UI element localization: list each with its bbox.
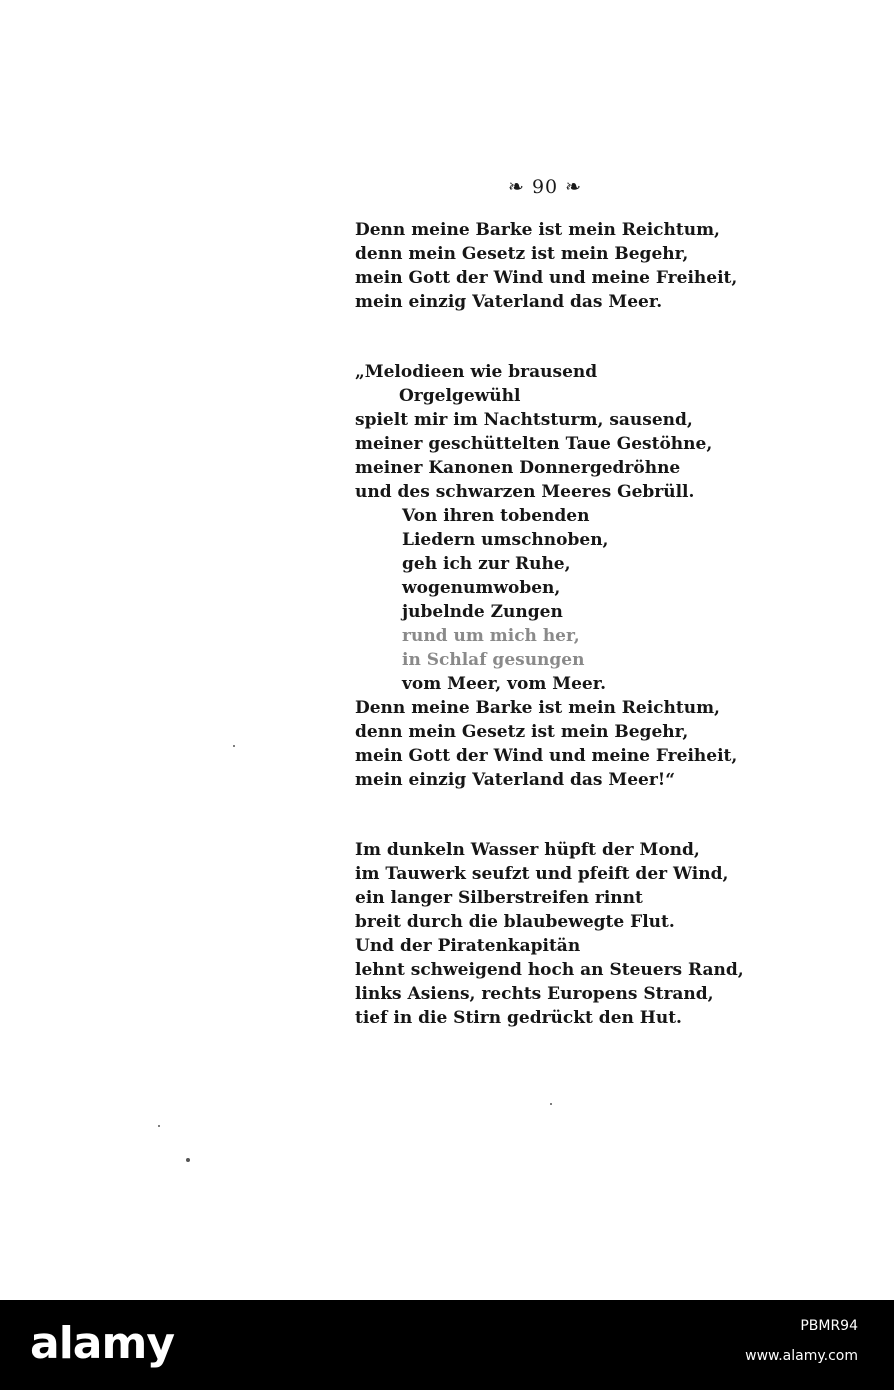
poem-line: Denn meine Barke ist mein Reichtum, [355, 698, 720, 718]
poem-line: geh ich zur Ruhe, [402, 554, 571, 574]
scan-speck [233, 745, 235, 747]
poem-line: wogenumwoben, [402, 578, 561, 598]
stanza-1 [355, 218, 755, 314]
poem-line: Liedern umschnoben, [402, 530, 609, 550]
poem-line: denn mein Gesetz ist mein Begehr, [355, 722, 689, 742]
alamy-logo: alamy [30, 1318, 174, 1369]
poem-line: vom Meer, vom Meer. [402, 674, 607, 694]
poem-line: Von ihren tobenden [402, 506, 590, 526]
poem-line: im Tauwerk seufzt und pfeift der Wind, [355, 864, 729, 884]
poem-line: mein Gott der Wind und meine Freiheit, [355, 268, 738, 288]
poem-line: ein langer Silberstreifen rinnt [355, 888, 643, 908]
poem-line: Denn meine Barke ist mein Reichtum, [355, 220, 720, 240]
site-url[interactable]: www.alamy.com [745, 1348, 858, 1364]
scan-speck [186, 1158, 190, 1162]
poem-line: links Asiens, rechts Europens Strand, [355, 984, 714, 1004]
poem-line: in Schlaf gesungen [402, 650, 585, 670]
scan-speck [550, 1103, 552, 1105]
poem-text [355, 218, 755, 1030]
poem-line: und des schwarzen Meeres Gebrüll. [355, 482, 695, 502]
stanza-2 [355, 360, 755, 792]
poem-line: breit durch die blaubewegte Flut. [355, 912, 675, 932]
poem-line: tief in die Stirn gedrückt den Hut. [355, 1008, 682, 1028]
poem-line: mein einzig Vaterland das Meer!“ [355, 770, 676, 790]
stanza-3 [355, 838, 755, 1030]
poem-line: spielt mir im Nachtsturm, sausend, [355, 410, 693, 430]
poem-line: lehnt schweigend hoch an Steuers Rand, [355, 960, 744, 980]
poem-line: Und der Piratenkapitän [355, 936, 581, 956]
poem-line: „Melodieen wie brausend [355, 362, 598, 382]
poem-line: denn mein Gesetz ist mein Begehr, [355, 244, 689, 264]
image-id: PBMR94 [800, 1318, 858, 1334]
poem-line: mein Gott der Wind und meine Freiheit, [355, 746, 738, 766]
poem-line: mein einzig Vaterland das Meer. [355, 292, 663, 312]
poem-line: meiner geschüttelten Taue Gestöhne, [355, 434, 713, 454]
page-number: ❧ 90 ❧ [508, 176, 583, 198]
scan-speck [158, 1125, 160, 1127]
poem-line: jubelnde Zungen [402, 602, 563, 622]
poem-line: Im dunkeln Wasser hüpft der Mond, [355, 840, 700, 860]
poem-line: meiner Kanonen Donnergedröhne [355, 458, 681, 478]
poem-line: rund um mich her, [402, 626, 580, 646]
poem-line: Orgelgewühl [399, 386, 521, 406]
watermark-footer [0, 1300, 894, 1390]
